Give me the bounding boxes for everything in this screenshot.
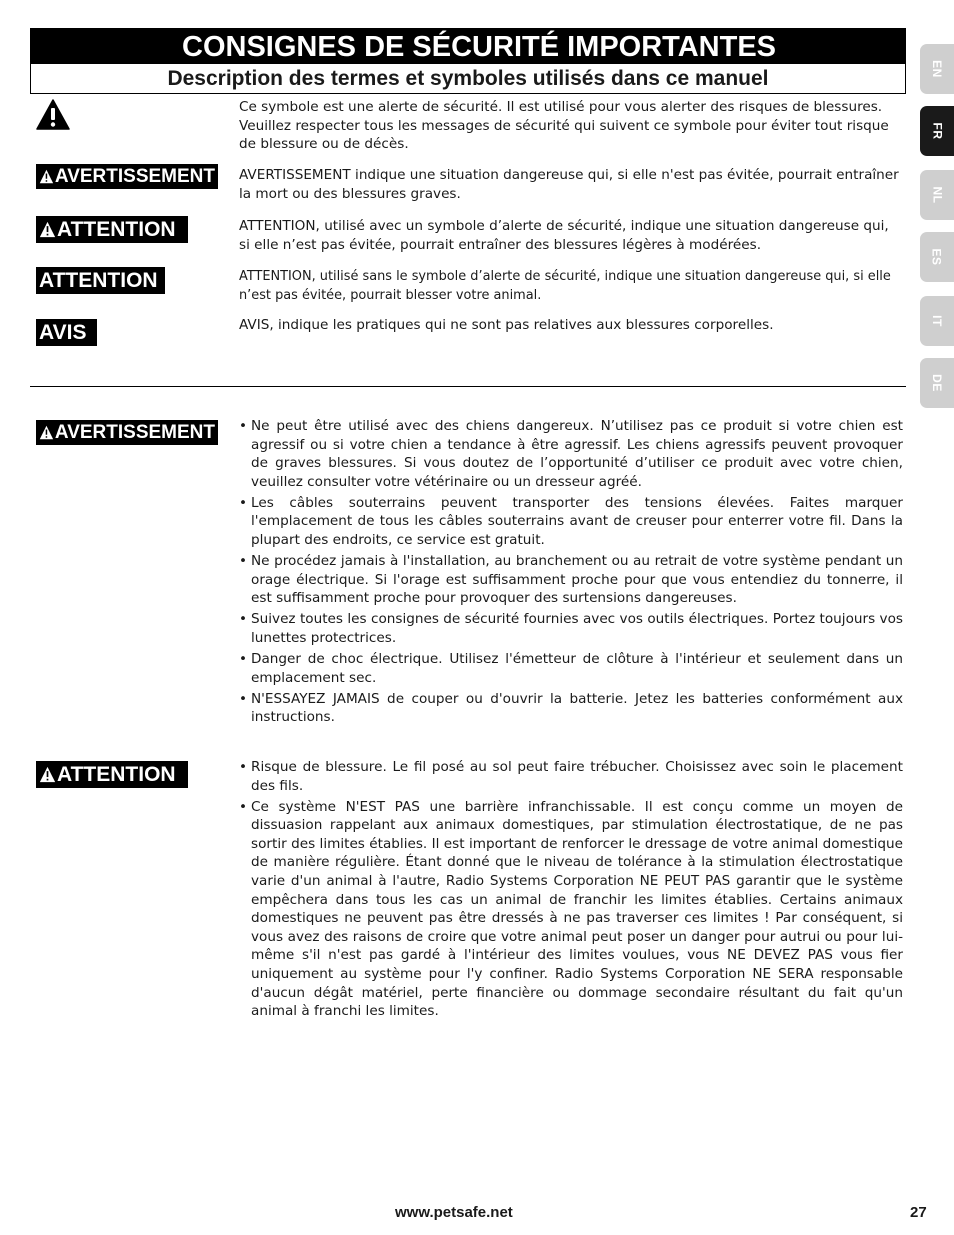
warning-triangle-icon — [39, 168, 54, 185]
caution-triangle-icon — [39, 766, 56, 783]
warning-section-badge: AVERTISSEMENT — [36, 420, 218, 445]
lang-tab-it[interactable]: IT — [920, 296, 954, 346]
list-item: • Danger de choc électrique. Utilisez l'émetteur de clôture à l'intérieur et seulement dans un emplacement sec. — [239, 650, 903, 687]
list-item: • Suivez toutes les consignes de sécurité fournies avec vos outils électriques. Portez toujours vos lunettes protectrices. — [239, 610, 903, 647]
safety-alert-triangle-icon — [36, 99, 70, 130]
list-item: • Risque de blessure. Le fil posé au sol peut faire trébucher. Choisissez avec soin le placement des fils. — [239, 758, 903, 795]
page-number: 27 — [910, 1204, 927, 1221]
lang-tab-en[interactable]: EN — [920, 44, 954, 94]
list-item: • Ne procédez jamais à l'installation, au branchement ou au retrait de votre système pendant un orage électrique. Si l'orage est suffisamment proche pour que vous entendiez du tonnerre, il est suffisamment proche pour provoquer des surtensions dangereuses. — [239, 552, 903, 608]
list-item: • Ne peut être utilisé avec des chiens dangereux. N’utilisez pas ce produit si votre chien est agressif ou si votre chien a tendance à être agressif. Les chiens agressifs peuvent provoquer de graves blessures. Si vous doutez de l’opportunité d’utiliser ce produit avec votre chien, veuillez consulter votre vétérinaire ou un dresseur agréé. — [239, 417, 903, 491]
symbol-description-notice: AVIS, indique les pratiques qui ne sont pas relatives aux blessures corporelles. — [239, 317, 774, 333]
list-item: • N'ESSAYEZ JAMAIS de couper ou d'ouvrir la batterie. Jetez les batteries conformément aux instructions. — [239, 690, 903, 727]
caution-badge: ATTENTION — [36, 216, 188, 243]
lang-tab-nl[interactable]: NL — [920, 170, 954, 220]
lang-tab-de[interactable]: DE — [920, 358, 954, 408]
symbol-description-alert: Ce symbole est une alerte de sécurité. Il est utilisé pour vous alerter des risques de blessures. Veuillez respecter tous les messages de sécurité qui suivent ce symbole pour éviter tout risque de blessure ou de décès. — [239, 99, 889, 152]
symbol-description-caution: ATTENTION, utilisé avec un symbole d’alerte de sécurité, indique une situation dangereuse qui, si elle n’est pas évitée, pourrait entraîner des blessures légères à modérées. — [239, 218, 889, 253]
caution-section-badge: ATTENTION — [36, 761, 188, 788]
lang-tab-fr[interactable]: FR — [920, 106, 954, 156]
caution-list — [239, 758, 903, 1023]
footer-url[interactable]: www.petsafe.net — [395, 1204, 513, 1221]
section-divider — [30, 386, 906, 387]
caution-no-symbol-badge: ATTENTION — [36, 267, 165, 294]
notice-badge: AVIS — [36, 319, 97, 346]
warning-list — [239, 417, 903, 730]
page-title: CONSIGNES DE SÉCURITÉ IMPORTANTES — [30, 28, 906, 64]
list-item: • Ce système N'EST PAS une barrière infranchissable. Il est conçu comme un moyen de dissuasion rappelant aux animaux domestiques, par stimulation électrostatique, de ne pas sortir des limites établies. Il est important de renforcer le dressage de votre animal domestique de manière régulière. Étant donné que le niveau de tolérance à la stimulation électrostatique varie d'un animal à l'autre, Radio Systems Corporation NE PEUT PAS garantir que le système empêchera dans tous les cas un animal de franchir les limites établies. Certains animaux domestiques ne peuvent pas être dressés à ne pas traverser ces limites ! Par conséquent, si vous avez des raisons de croire que votre animal peut poser un danger pour autrui ou pour lui-même s'il n'est pas gardé à l'intérieur des limites voulues, vous NE DEVEZ PAS vous fier uniquement au système pour l'y confiner. Radio Systems Corporation NE SERA responsable d'aucun dégât matériel, perte financière ou dommage secondaire résultant du fait qu'un animal à franchi les limites. — [239, 798, 903, 1021]
symbol-description-caution-no-symbol: ATTENTION, utilisé sans le symbole d’alerte de sécurité, indique une situation dangereuse qui, si elle n’est pas évitée, pourrait blesser votre animal. — [239, 269, 891, 303]
list-item: • Les câbles souterrains peuvent transporter des tensions élevées. Faites marquer l'emplacement de tous les câbles souterrains avant de creuser pour enterrer votre fil. Dans la plupart des endroits, ce service est gratuit. — [239, 494, 903, 550]
caution-triangle-icon — [39, 221, 56, 238]
page-subtitle: Description des termes et symboles utilisés dans ce manuel — [30, 64, 906, 94]
warning-triangle-icon — [39, 424, 54, 441]
lang-tab-es[interactable]: ES — [920, 232, 954, 282]
symbol-description-warning: AVERTISSEMENT indique une situation dangereuse qui, si elle n'est pas évitée, pourrait entraîner la mort ou des blessures graves. — [239, 167, 899, 202]
warning-badge: AVERTISSEMENT — [36, 164, 218, 189]
